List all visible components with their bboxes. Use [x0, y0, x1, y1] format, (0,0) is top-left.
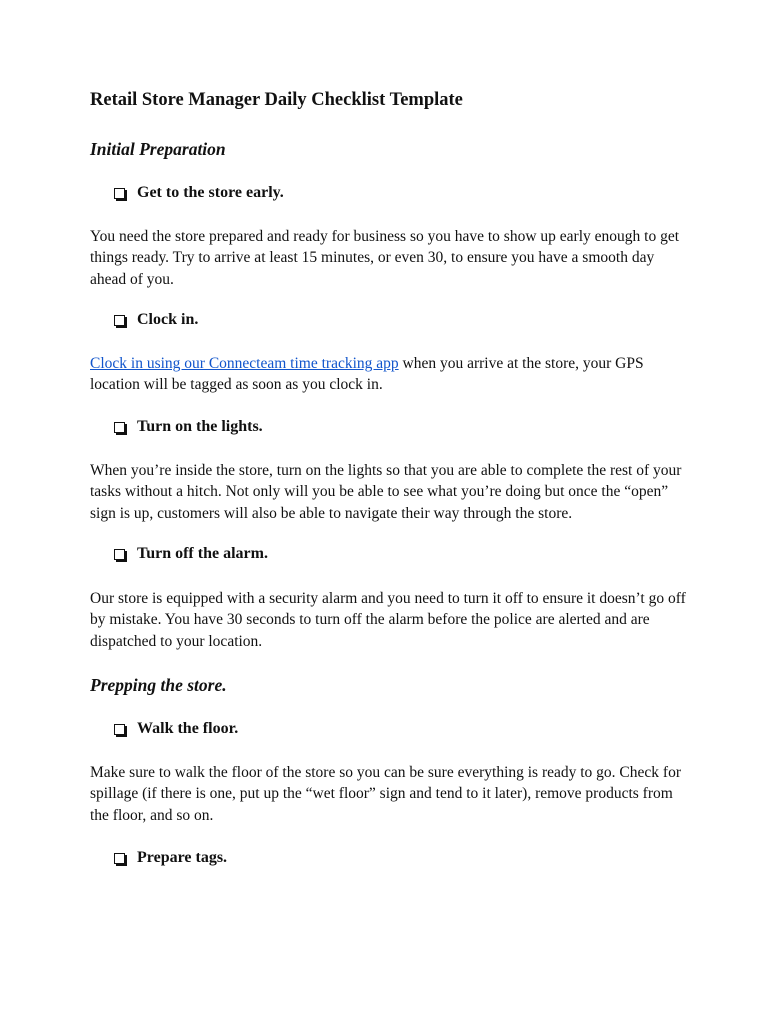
checklist-item-description: When you’re inside the store, turn on the lights so that you are able to complete the rest of your tasks without a hitch. Not only will you be able to see what you’re doing but once the “open” sign is up, customers will also be able to navigate their way through the store. [90, 462, 682, 522]
checklist-item-label: Prepare tags. [137, 849, 228, 866]
checkbox-icon[interactable] [114, 853, 125, 864]
checklist-item-prepare-tags[interactable] [114, 849, 227, 867]
checklist-item-turn-on-lights[interactable] [114, 418, 263, 436]
checkbox-icon[interactable] [114, 315, 125, 326]
checklist-item-label: Clock in. [137, 311, 199, 328]
checklist-item-description: You need the store prepared and ready for business so you have to show up early enough to get things ready. Try to arrive at least 15 minutes, or even 30, to ensure you have a smooth day ahead of you. [90, 228, 680, 288]
checklist-item-description: Our store is equipped with a security alarm and you need to turn it off to ensure it doesn’t go off by mistake. You have 30 seconds to turn off the alarm before the police are alerted and are dispatched to your location. [90, 590, 686, 650]
checkbox-icon[interactable] [114, 422, 125, 433]
checklist-item-label: Turn on the lights. [137, 418, 263, 435]
description-text: when you arrive at the store, your GPS location will be tagged as soon as you clock in. [90, 355, 644, 394]
checklist-item-turn-off-alarm[interactable] [114, 545, 268, 563]
checklist-item-description: Make sure to walk the floor of the store so you can be sure everything is ready to go. Check for spillage (if there is one, put up the “wet floor” sign and tend to it later), remove products from the floor, and so on. [90, 764, 681, 824]
checklist-item-get-to-store-early[interactable] [114, 184, 284, 202]
checklist-item-label: Get to the store early. [137, 184, 284, 201]
checklist-item-clock-in[interactable] [114, 311, 198, 329]
connecteam-time-tracking-link[interactable]: Clock in using our Connecteam time tracking app [90, 355, 399, 372]
section-heading-initial-preparation: Initial Preparation [90, 139, 226, 159]
checkbox-icon[interactable] [114, 549, 125, 560]
checklist-item-description [90, 353, 690, 396]
document-title: Retail Store Manager Daily Checklist Template [90, 90, 463, 110]
checklist-item-walk-the-floor[interactable] [114, 720, 238, 738]
section-heading-prepping-the-store: Prepping the store. [90, 675, 227, 695]
checklist-item-label: Walk the floor. [137, 720, 239, 737]
checklist-item-label: Turn off the alarm. [137, 545, 268, 562]
checkbox-icon[interactable] [114, 724, 125, 735]
checkbox-icon[interactable] [114, 188, 125, 199]
